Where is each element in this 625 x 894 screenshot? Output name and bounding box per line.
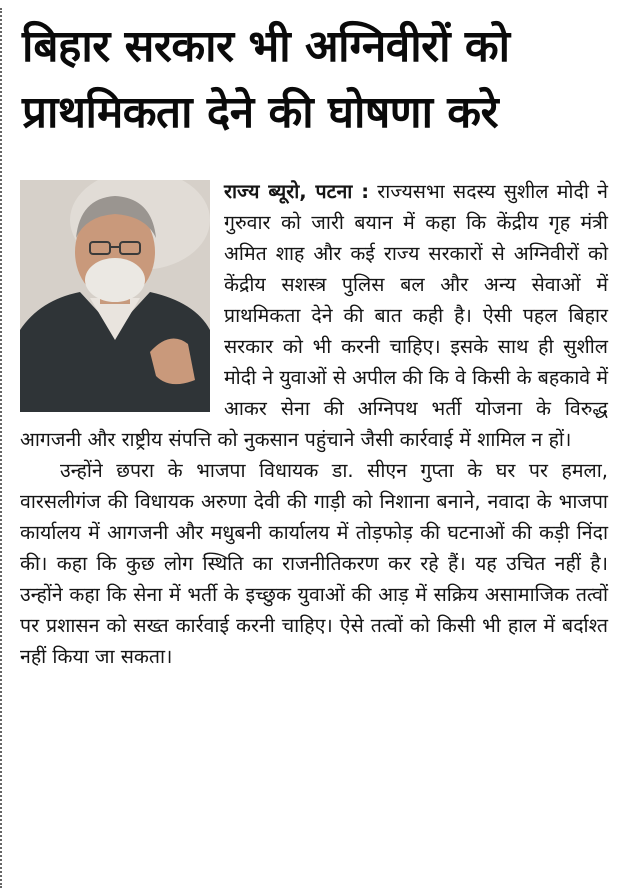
paragraph-1 (20, 176, 608, 455)
paragraph-1-text: राज्यसभा सदस्य सुशील मोदी ने गुरुवार को जारी बयान में कहा कि केंद्रीय गृह मंत्री अमित शाह और कई राज्य सरकारों से अग्निवीरों को केंद्रीय सशस्त्र पुलिस बल और अन्य सेवाओं में प्राथमिकता देने की बात कही है। ऐसी पहल बिहार सरकार को भी करनी चाहिए। इसके साथ ही सुशील मोदी ने युवाओं से अपील की कि वे किसी के बहकावे में आकर सेना की अग्निपथ भर्ती योजना के विरुद्ध आगजनी और राष्ट्रीय संपत्ति को नुकसान पहुंचाने जैसी कार्रवाई में शामिल न हों। (20, 180, 608, 451)
article-body (20, 176, 608, 672)
byline: राज्य ब्यूरो, पटना : (224, 180, 369, 203)
paragraph-2: उन्होंने छपरा के भाजपा विधायक डा. सीएन गुप्ता के घर पर हमला, वारसलीगंज की विधायक अरुणा देवी की गाड़ी को निशाना बनाने, नवादा के भाजपा कार्यालय में आगजनी और मधुबनी कार्यालय में तोड़फोड़ की घटनाओं की कड़ी निंदा की। कहा कि कुछ लोग स्थिति का राजनीतिकरण कर रहे हैं। यह उचित नहीं है। उन्होंने कहा कि सेना में भर्ती के इच्छुक युवाओं की आड़ में सक्रिय असामाजिक तत्वों पर प्रशासन को सख्त कार्रवाई करनी चाहिए। ऐसे तत्वों को किसी भी हाल में बर्दाश्त नहीं किया जा सकता। (20, 459, 608, 668)
headline: बिहार सरकार भी अग्निवीरों को प्राथमिकता देने की घोषणा करे (22, 21, 510, 138)
portrait-photo (20, 180, 210, 412)
column-divider (0, 8, 6, 888)
